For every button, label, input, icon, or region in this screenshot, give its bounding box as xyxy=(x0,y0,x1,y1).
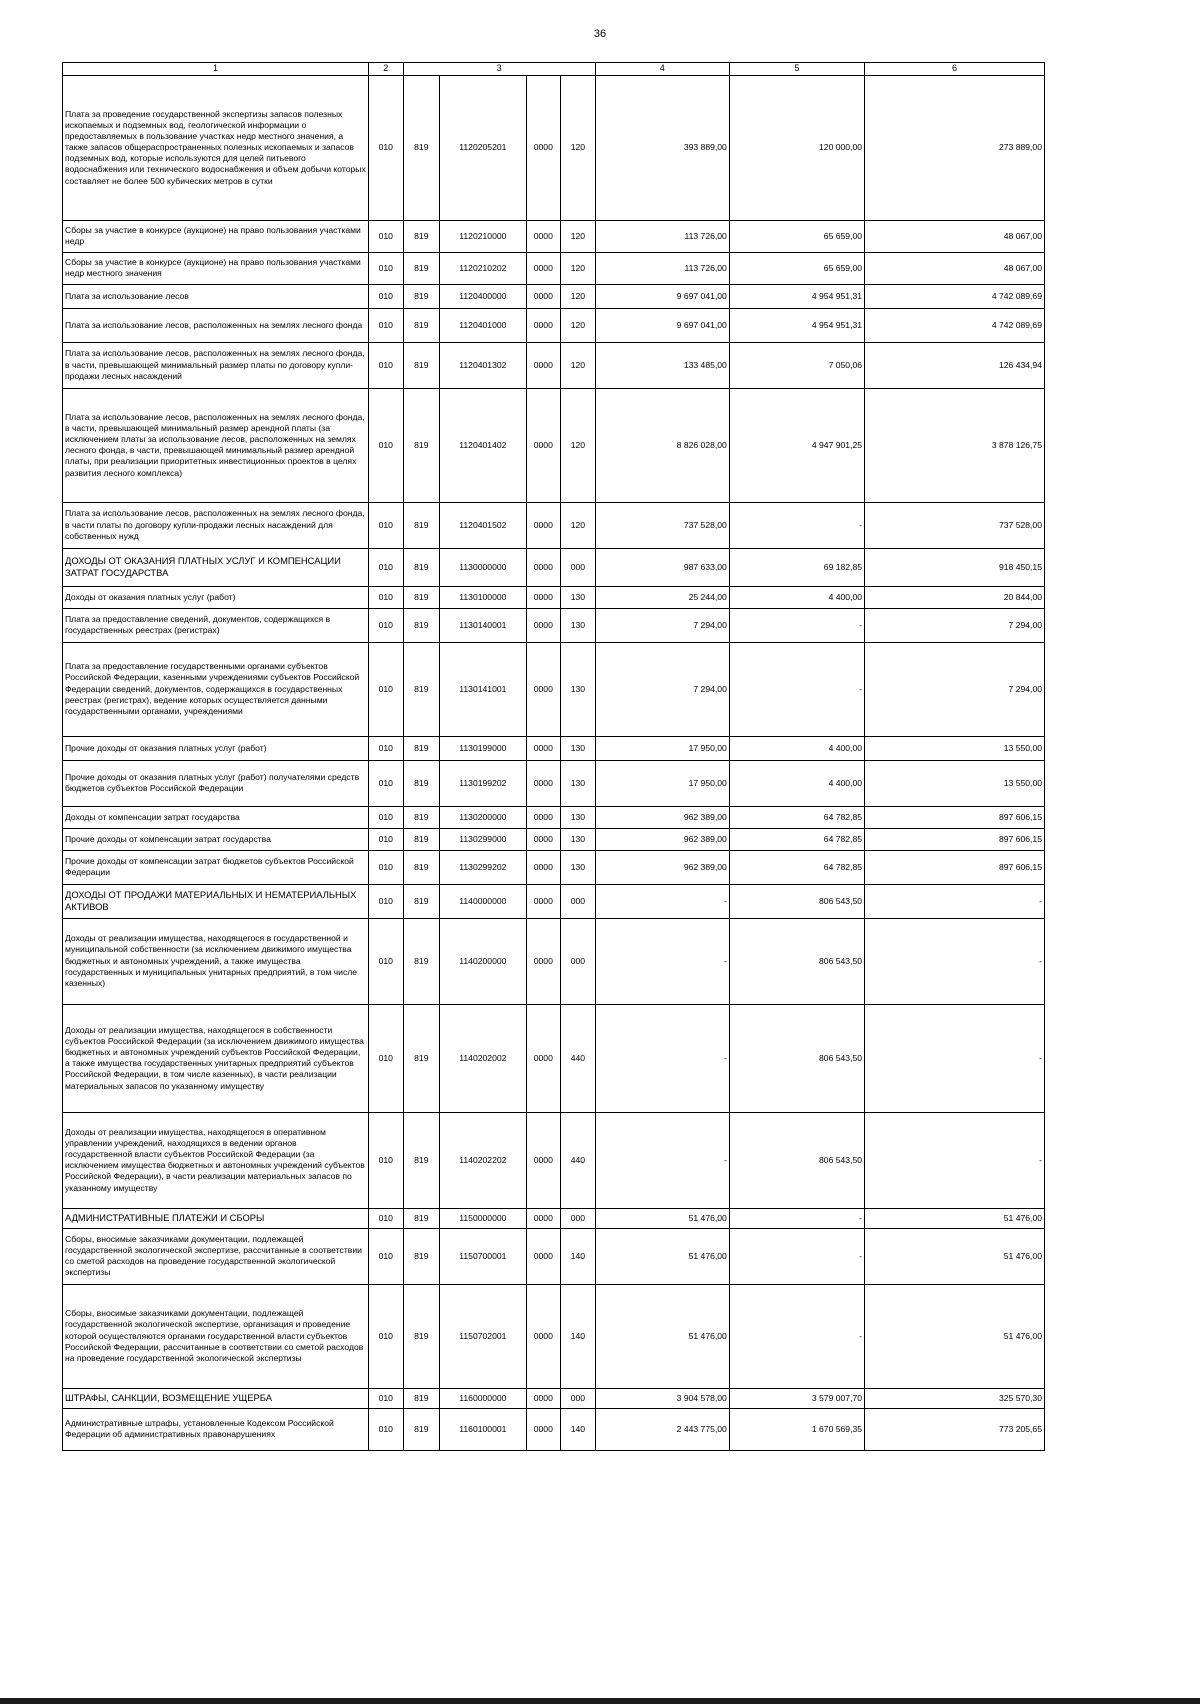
sub-code: 0000 xyxy=(526,828,561,850)
value-approved: 17 950,00 xyxy=(595,736,729,760)
value-executed: 3 579 007,70 xyxy=(729,1388,864,1408)
value-unexecuted: 7 294,00 xyxy=(865,608,1045,642)
table-row xyxy=(63,1388,1045,1408)
sub-code: 0000 xyxy=(526,1208,561,1228)
admin-code: 819 xyxy=(403,1408,440,1450)
table-row xyxy=(63,388,1045,502)
value-unexecuted: 897 606,15 xyxy=(865,806,1045,828)
sub-code: 0000 xyxy=(526,736,561,760)
class-code: 000 xyxy=(561,918,596,1004)
table-row xyxy=(63,1284,1045,1388)
sub-code: 0000 xyxy=(526,1408,561,1450)
admin-code: 819 xyxy=(403,502,440,548)
value-approved: 9 697 041,00 xyxy=(595,284,729,308)
table-row xyxy=(63,308,1045,342)
revenue-code: 1160000000 xyxy=(440,1388,526,1408)
sub-code: 0000 xyxy=(526,502,561,548)
revenue-table xyxy=(62,62,1045,1451)
class-code: 120 xyxy=(561,342,596,388)
value-approved: - xyxy=(595,918,729,1004)
class-code: 440 xyxy=(561,1004,596,1112)
row-name: Сборы за участие в конкурсе (аукционе) на право пользования участками недр xyxy=(63,220,369,252)
line-code: 010 xyxy=(368,75,403,220)
value-approved: 962 389,00 xyxy=(595,850,729,884)
line-code: 010 xyxy=(368,736,403,760)
admin-code: 819 xyxy=(403,1388,440,1408)
table-body xyxy=(63,75,1045,1450)
value-approved: 7 294,00 xyxy=(595,608,729,642)
sub-code: 0000 xyxy=(526,642,561,736)
class-code: 440 xyxy=(561,1112,596,1208)
row-name: Плата за использование лесов, расположенных на землях лесного фонда, в части, превышающей минимальный размер платы по договору купли-продажи лесных насаждений xyxy=(63,342,369,388)
class-code: 000 xyxy=(561,1208,596,1228)
line-code: 010 xyxy=(368,760,403,806)
revenue-code: 1130100000 xyxy=(440,586,526,608)
value-unexecuted: 897 606,15 xyxy=(865,850,1045,884)
value-unexecuted: 273 889,00 xyxy=(865,75,1045,220)
revenue-code: 1130200000 xyxy=(440,806,526,828)
value-approved: - xyxy=(595,1112,729,1208)
value-unexecuted: - xyxy=(865,1112,1045,1208)
row-name: Сборы за участие в конкурсе (аукционе) на право пользования участками недр местного значения xyxy=(63,252,369,284)
line-code: 010 xyxy=(368,1388,403,1408)
line-code: 010 xyxy=(368,252,403,284)
row-name: Плата за использование лесов, расположенных на землях лесного фонда, в части, превышающей минимальный размер арендной платы (за исключением платы за использование лесов, расположенных на землях лесного фонда, в части, превышающей минимальный размер арендной платы, при реализации приоритетных инвестиционных проектов в целях развития лесного комплекса) xyxy=(63,388,369,502)
sub-code: 0000 xyxy=(526,1284,561,1388)
column-number-4: 4 xyxy=(595,63,729,76)
class-code: 140 xyxy=(561,1284,596,1388)
admin-code: 819 xyxy=(403,1228,440,1284)
class-code: 130 xyxy=(561,828,596,850)
value-unexecuted: 48 067,00 xyxy=(865,252,1045,284)
admin-code: 819 xyxy=(403,806,440,828)
line-code: 010 xyxy=(368,388,403,502)
revenue-code: 1140202202 xyxy=(440,1112,526,1208)
revenue-code: 1120401302 xyxy=(440,342,526,388)
value-unexecuted: 737 528,00 xyxy=(865,502,1045,548)
table-row xyxy=(63,850,1045,884)
sub-code: 0000 xyxy=(526,918,561,1004)
table-row xyxy=(63,828,1045,850)
value-executed: 4 400,00 xyxy=(729,760,864,806)
sub-code: 0000 xyxy=(526,220,561,252)
table-row xyxy=(63,736,1045,760)
class-code: 120 xyxy=(561,252,596,284)
row-name: Плата за использование лесов, расположенных на землях лесного фонда xyxy=(63,308,369,342)
sub-code: 0000 xyxy=(526,608,561,642)
sub-code: 0000 xyxy=(526,342,561,388)
value-approved: 51 476,00 xyxy=(595,1208,729,1228)
class-code: 120 xyxy=(561,220,596,252)
row-name: Доходы от реализации имущества, находящегося в собственности субъектов Российской Федерации (за исключением движимого имущества бюджетных и автономных учреждений субъектов Российской Федерации, а также имущества государственных унитарных предприятий субъектов Российской Федерации, в том числе казенных), в части реализации материальных запасов по указанному имуществу xyxy=(63,1004,369,1112)
value-approved: 962 389,00 xyxy=(595,828,729,850)
value-executed: - xyxy=(729,608,864,642)
column-number-2: 2 xyxy=(368,63,403,76)
table-row xyxy=(63,548,1045,586)
value-unexecuted: 897 606,15 xyxy=(865,828,1045,850)
table-row xyxy=(63,608,1045,642)
table-row xyxy=(63,284,1045,308)
sub-code: 0000 xyxy=(526,388,561,502)
admin-code: 819 xyxy=(403,342,440,388)
sub-code: 0000 xyxy=(526,1388,561,1408)
table-row xyxy=(63,918,1045,1004)
revenue-code: 1150000000 xyxy=(440,1208,526,1228)
row-name: Доходы от оказания платных услуг (работ) xyxy=(63,586,369,608)
admin-code: 819 xyxy=(403,736,440,760)
value-executed: 4 400,00 xyxy=(729,586,864,608)
class-code: 130 xyxy=(561,850,596,884)
revenue-code: 1150700001 xyxy=(440,1228,526,1284)
table-row xyxy=(63,252,1045,284)
line-code: 010 xyxy=(368,1112,403,1208)
admin-code: 819 xyxy=(403,642,440,736)
value-executed: 65 659,00 xyxy=(729,220,864,252)
admin-code: 819 xyxy=(403,1004,440,1112)
value-approved: 113 726,00 xyxy=(595,252,729,284)
table-row xyxy=(63,1408,1045,1450)
row-name: Плата за проведение государственной экспертизы запасов полезных ископаемых и подземных вод, геологической информации о предоставляемых в пользование участках недр местного значения, а также запасов общераспространенных полезных ископаемых и запасов подземных вод, которые используются для целей питьевого водоснабжения или технического водоснабжения и объем добычи которых составляет не более 500 кубических метров в сутки xyxy=(63,75,369,220)
admin-code: 819 xyxy=(403,1284,440,1388)
value-unexecuted: 51 476,00 xyxy=(865,1284,1045,1388)
value-unexecuted: - xyxy=(865,884,1045,918)
revenue-code: 1130299202 xyxy=(440,850,526,884)
line-code: 010 xyxy=(368,850,403,884)
value-executed: 4 400,00 xyxy=(729,736,864,760)
revenue-code: 1130199000 xyxy=(440,736,526,760)
admin-code: 819 xyxy=(403,388,440,502)
row-name: Прочие доходы от оказания платных услуг (работ) получателями средств бюджетов субъектов Российской Федерации xyxy=(63,760,369,806)
class-code: 130 xyxy=(561,760,596,806)
class-code: 130 xyxy=(561,736,596,760)
value-approved: 3 904 578,00 xyxy=(595,1388,729,1408)
table-row xyxy=(63,1208,1045,1228)
value-unexecuted: 51 476,00 xyxy=(865,1228,1045,1284)
value-unexecuted: - xyxy=(865,1004,1045,1112)
class-code: 120 xyxy=(561,388,596,502)
sub-code: 0000 xyxy=(526,586,561,608)
value-approved: - xyxy=(595,1004,729,1112)
value-unexecuted: 3 878 126,75 xyxy=(865,388,1045,502)
table-row xyxy=(63,806,1045,828)
revenue-code: 1140200000 xyxy=(440,918,526,1004)
revenue-code: 1130141001 xyxy=(440,642,526,736)
class-code: 130 xyxy=(561,608,596,642)
line-code: 010 xyxy=(368,1408,403,1450)
revenue-code: 1130000000 xyxy=(440,548,526,586)
value-unexecuted: 325 570,30 xyxy=(865,1388,1045,1408)
revenue-code: 1120210202 xyxy=(440,252,526,284)
admin-code: 819 xyxy=(403,760,440,806)
class-code: 000 xyxy=(561,1388,596,1408)
value-unexecuted: 13 550,00 xyxy=(865,760,1045,806)
class-code: 140 xyxy=(561,1408,596,1450)
row-name: Доходы от реализации имущества, находящегося в государственной и муниципальной собственности (за исключением движимого имущества бюджетных и автономных учреждений, а также имущества государственных и муниципальных унитарных предприятий, в том числе казенных) xyxy=(63,918,369,1004)
value-unexecuted: 918 450,15 xyxy=(865,548,1045,586)
row-name: Доходы от компенсации затрат государства xyxy=(63,806,369,828)
value-approved: 17 950,00 xyxy=(595,760,729,806)
value-executed: 120 000,00 xyxy=(729,75,864,220)
admin-code: 819 xyxy=(403,608,440,642)
class-code: 130 xyxy=(561,642,596,736)
class-code: 140 xyxy=(561,1228,596,1284)
value-executed: - xyxy=(729,1228,864,1284)
value-executed: 4 947 901,25 xyxy=(729,388,864,502)
value-unexecuted: 20 844,00 xyxy=(865,586,1045,608)
revenue-code: 1140000000 xyxy=(440,884,526,918)
sub-code: 0000 xyxy=(526,884,561,918)
admin-code: 819 xyxy=(403,252,440,284)
admin-code: 819 xyxy=(403,308,440,342)
row-name: Сборы, вносимые заказчиками документации, подлежащей государственной экологической экспертизе, рассчитанные в соответствии со сметой расходов на проведение государственной экологической экспертизы xyxy=(63,1228,369,1284)
row-name: ШТРАФЫ, САНКЦИИ, ВОЗМЕЩЕНИЕ УЩЕРБА xyxy=(63,1388,369,1408)
row-name: АДМИНИСТРАТИВНЫЕ ПЛАТЕЖИ И СБОРЫ xyxy=(63,1208,369,1228)
revenue-code: 1130299000 xyxy=(440,828,526,850)
line-code: 010 xyxy=(368,1284,403,1388)
table-row xyxy=(63,1112,1045,1208)
row-name: Сборы, вносимые заказчиками документации, подлежащей государственной экологической экспертизе, организация и проведение которой осуществляются органами государственной власти субъектов Российской Федерации, рассчитанные в соответствии со сметой расходов на проведение государственной экологической экспертизы xyxy=(63,1284,369,1388)
sub-code: 0000 xyxy=(526,1228,561,1284)
table-row xyxy=(63,502,1045,548)
line-code: 010 xyxy=(368,608,403,642)
value-executed: - xyxy=(729,1208,864,1228)
table-row xyxy=(63,1004,1045,1112)
value-executed: 7 050,06 xyxy=(729,342,864,388)
class-code: 130 xyxy=(561,806,596,828)
line-code: 010 xyxy=(368,284,403,308)
revenue-code: 1140202002 xyxy=(440,1004,526,1112)
table-row xyxy=(63,884,1045,918)
line-code: 010 xyxy=(368,342,403,388)
value-unexecuted: 13 550,00 xyxy=(865,736,1045,760)
row-name: Плата за использование лесов, расположенных на землях лесного фонда, в части платы по договору купли-продажи лесных насаждений для собственных нужд xyxy=(63,502,369,548)
line-code: 010 xyxy=(368,586,403,608)
class-code: 130 xyxy=(561,586,596,608)
value-executed: 1 670 569,35 xyxy=(729,1408,864,1450)
value-unexecuted: 4 742 089,69 xyxy=(865,308,1045,342)
sub-code: 0000 xyxy=(526,548,561,586)
sub-code: 0000 xyxy=(526,75,561,220)
value-approved: 737 528,00 xyxy=(595,502,729,548)
admin-code: 819 xyxy=(403,586,440,608)
value-unexecuted: 773 205,65 xyxy=(865,1408,1045,1450)
revenue-code: 1120205201 xyxy=(440,75,526,220)
row-name: Плата за предоставление государственными органами субъектов Российской Федерации, казенными учреждениями субъектов Российской Федерации сведений, документов, содержащихся в государственных реестрах (регистрах), ведение которых осуществляется данными государственными органами, учреждениями xyxy=(63,642,369,736)
line-code: 010 xyxy=(368,918,403,1004)
value-executed: 64 782,85 xyxy=(729,806,864,828)
value-executed: 806 543,50 xyxy=(729,884,864,918)
row-name: Административные штрафы, установленные Кодексом Российской Федерации об административных правонарушениях xyxy=(63,1408,369,1450)
class-code: 000 xyxy=(561,884,596,918)
value-approved: 8 826 028,00 xyxy=(595,388,729,502)
line-code: 010 xyxy=(368,828,403,850)
column-number-1: 1 xyxy=(63,63,369,76)
table-row xyxy=(63,760,1045,806)
class-code: 000 xyxy=(561,548,596,586)
revenue-code: 1120401502 xyxy=(440,502,526,548)
value-executed: - xyxy=(729,642,864,736)
row-name: Плата за предоставление сведений, документов, содержащихся в государственных реестрах (регистрах) xyxy=(63,608,369,642)
value-approved: 25 244,00 xyxy=(595,586,729,608)
admin-code: 819 xyxy=(403,284,440,308)
admin-code: 819 xyxy=(403,220,440,252)
line-code: 010 xyxy=(368,1228,403,1284)
table-row xyxy=(63,75,1045,220)
row-name: Прочие доходы от компенсации затрат бюджетов субъектов Российской Федерации xyxy=(63,850,369,884)
line-code: 010 xyxy=(368,806,403,828)
sub-code: 0000 xyxy=(526,252,561,284)
row-name: Плата за использование лесов xyxy=(63,284,369,308)
revenue-code: 1120401402 xyxy=(440,388,526,502)
value-unexecuted: 48 067,00 xyxy=(865,220,1045,252)
line-code: 010 xyxy=(368,502,403,548)
value-approved: 9 697 041,00 xyxy=(595,308,729,342)
column-number-6: 6 xyxy=(865,63,1045,76)
admin-code: 819 xyxy=(403,1112,440,1208)
admin-code: 819 xyxy=(403,828,440,850)
value-approved: 2 443 775,00 xyxy=(595,1408,729,1450)
value-unexecuted: 126 434,94 xyxy=(865,342,1045,388)
revenue-code: 1130199202 xyxy=(440,760,526,806)
sub-code: 0000 xyxy=(526,1004,561,1112)
value-approved: 962 389,00 xyxy=(595,806,729,828)
value-executed: 806 543,50 xyxy=(729,1112,864,1208)
value-approved: 51 476,00 xyxy=(595,1228,729,1284)
sub-code: 0000 xyxy=(526,760,561,806)
scan-edge-bar xyxy=(0,1698,1200,1704)
row-name: Прочие доходы от компенсации затрат государства xyxy=(63,828,369,850)
table-row xyxy=(63,342,1045,388)
row-name: ДОХОДЫ ОТ ПРОДАЖИ МАТЕРИАЛЬНЫХ И НЕМАТЕРИАЛЬНЫХ АКТИВОВ xyxy=(63,884,369,918)
line-code: 010 xyxy=(368,220,403,252)
row-name: ДОХОДЫ ОТ ОКАЗАНИЯ ПЛАТНЫХ УСЛУГ И КОМПЕНСАЦИИ ЗАТРАТ ГОСУДАРСТВА xyxy=(63,548,369,586)
value-executed: - xyxy=(729,502,864,548)
row-name: Прочие доходы от оказания платных услуг (работ) xyxy=(63,736,369,760)
value-approved: 133 485,00 xyxy=(595,342,729,388)
table-row xyxy=(63,1228,1045,1284)
value-executed: - xyxy=(729,1284,864,1388)
line-code: 010 xyxy=(368,1208,403,1228)
value-executed: 806 543,50 xyxy=(729,1004,864,1112)
class-code: 120 xyxy=(561,284,596,308)
page-number: 36 xyxy=(593,28,607,40)
table-row xyxy=(63,642,1045,736)
value-executed: 65 659,00 xyxy=(729,252,864,284)
column-number-3: 3 xyxy=(403,63,595,76)
value-approved: 113 726,00 xyxy=(595,220,729,252)
class-code: 120 xyxy=(561,502,596,548)
value-executed: 64 782,85 xyxy=(729,828,864,850)
revenue-code: 1130140001 xyxy=(440,608,526,642)
value-unexecuted: 4 742 089,69 xyxy=(865,284,1045,308)
admin-code: 819 xyxy=(403,1208,440,1228)
value-executed: 4 954 951,31 xyxy=(729,284,864,308)
value-unexecuted: - xyxy=(865,918,1045,1004)
revenue-code: 1150702001 xyxy=(440,1284,526,1388)
sub-code: 0000 xyxy=(526,1112,561,1208)
value-approved: 7 294,00 xyxy=(595,642,729,736)
revenue-code: 1160100001 xyxy=(440,1408,526,1450)
value-approved: 393 889,00 xyxy=(595,75,729,220)
revenue-code: 1120400000 xyxy=(440,284,526,308)
table-row xyxy=(63,586,1045,608)
value-unexecuted: 51 476,00 xyxy=(865,1208,1045,1228)
value-executed: 64 782,85 xyxy=(729,850,864,884)
revenue-code: 1120210000 xyxy=(440,220,526,252)
value-executed: 69 182,85 xyxy=(729,548,864,586)
revenue-code: 1120401000 xyxy=(440,308,526,342)
value-executed: 4 954 951,31 xyxy=(729,308,864,342)
line-code: 010 xyxy=(368,308,403,342)
value-approved: 987 633,00 xyxy=(595,548,729,586)
class-code: 120 xyxy=(561,75,596,220)
line-code: 010 xyxy=(368,548,403,586)
column-number-5: 5 xyxy=(729,63,864,76)
admin-code: 819 xyxy=(403,75,440,220)
admin-code: 819 xyxy=(403,884,440,918)
admin-code: 819 xyxy=(403,850,440,884)
column-number-row xyxy=(63,63,1045,76)
class-code: 120 xyxy=(561,308,596,342)
value-executed: 806 543,50 xyxy=(729,918,864,1004)
line-code: 010 xyxy=(368,1004,403,1112)
sub-code: 0000 xyxy=(526,806,561,828)
value-approved: - xyxy=(595,884,729,918)
admin-code: 819 xyxy=(403,918,440,1004)
sub-code: 0000 xyxy=(526,850,561,884)
admin-code: 819 xyxy=(403,548,440,586)
value-unexecuted: 7 294,00 xyxy=(865,642,1045,736)
value-approved: 51 476,00 xyxy=(595,1284,729,1388)
sub-code: 0000 xyxy=(526,308,561,342)
line-code: 010 xyxy=(368,884,403,918)
sub-code: 0000 xyxy=(526,284,561,308)
line-code: 010 xyxy=(368,642,403,736)
table-row xyxy=(63,220,1045,252)
row-name: Доходы от реализации имущества, находящегося в оперативном управлении учреждений, находящихся в ведении органов государственной власти субъектов Российской Федерации (за исключением имущества бюджетных и автономных учреждений субъектов Российской Федерации), в части реализации материальных запасов по указанному имуществу xyxy=(63,1112,369,1208)
